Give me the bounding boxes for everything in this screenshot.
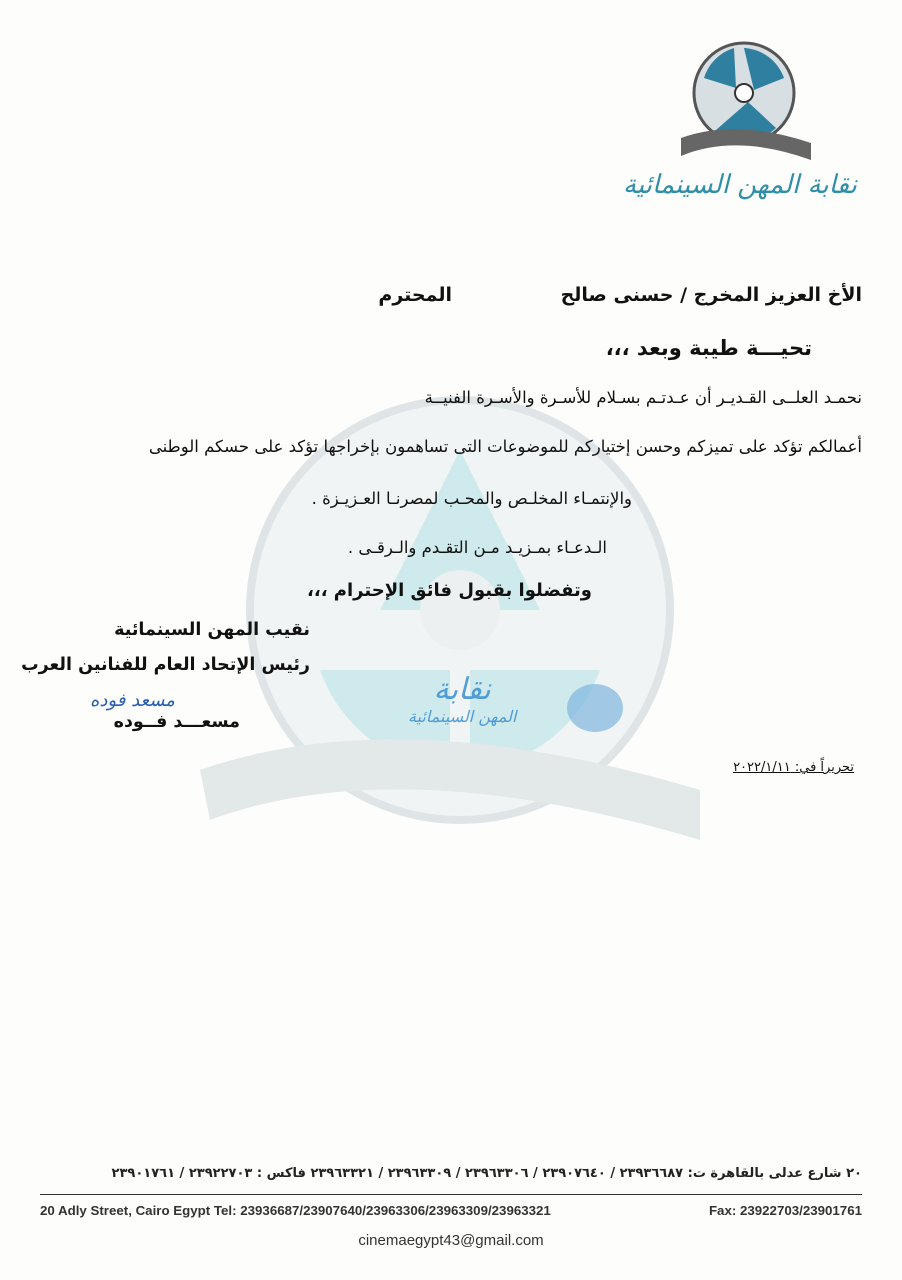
body-line: والإنتمـاء المخلـص والمحـب لمصرنـا العـزيـزة . bbox=[311, 489, 632, 508]
stamp-emblem-icon bbox=[560, 678, 630, 738]
stamp-text: المهن السينمائية bbox=[408, 707, 517, 726]
date: تحريراً في: ٢٠٢٢/١/١١ bbox=[733, 760, 854, 775]
handwritten-signature: مسعد فوده bbox=[90, 690, 175, 711]
body-line: أعمالكم تؤكد على تميزكم وحسن إختياركم للموضوعات التى تساهمون بإخراجها تؤكد على حسكم الوطنى bbox=[148, 437, 862, 456]
footer-divider bbox=[40, 1194, 862, 1195]
organization-logo-text: نقابة المهن السينمائية bbox=[623, 170, 857, 200]
body-line: الـدعـاء بمـزيـد مـن التقـدم والـرقـى . bbox=[347, 538, 607, 557]
honorific: المحترم bbox=[378, 284, 452, 306]
addressee bbox=[378, 284, 862, 306]
address-phones: 20 Adly Street, Cairo Egypt Tel: 23936687/23907640/23963306/23963309/23963321 bbox=[40, 1203, 551, 1218]
footer-english-address bbox=[40, 1203, 862, 1218]
footer-arabic-address: ٢٠ شارع عدلى بالقاهرة ت: ٢٣٩٣٦٦٨٧ / ٢٣٩٠٧٦٤٠ / ٢٣٩٦٣٣٠٦ / ٢٣٩٦٣٣٠٩ / ٢٣٩٦٣٣٢١ فاكس : ٢٣٩٢٢٧٠٣ / ٢٣٩٠١٧٦١ bbox=[111, 1166, 862, 1181]
body-line: نحمـد العلــى القـديـر أن عـدتـم بسـلام للأسـرة والأسـرة الفنيــة bbox=[424, 388, 862, 407]
closing: وتفضلوا بقبول فائق الإحترام ،،، bbox=[307, 580, 592, 601]
signatory-title-2: رئيس الإتحاد العام للفنانين العرب bbox=[21, 655, 310, 675]
signatory-name: مسعـــد فــوده bbox=[113, 712, 240, 732]
addressee-name: الأخ العزيز المخرج / حسنى صالح bbox=[560, 284, 862, 306]
signatory-title: نقيب المهن السينمائية bbox=[114, 620, 310, 640]
official-stamp bbox=[408, 672, 516, 726]
stamp-text: نقابة bbox=[433, 672, 491, 707]
email-address: cinemaegypt43@gmail.com bbox=[358, 1232, 544, 1249]
greeting: تحيـــة طيبة وبعد ،،، bbox=[605, 336, 812, 360]
film-reel-icon bbox=[676, 38, 816, 168]
fax-numbers: Fax: 23922703/23901761 bbox=[708, 1203, 862, 1218]
